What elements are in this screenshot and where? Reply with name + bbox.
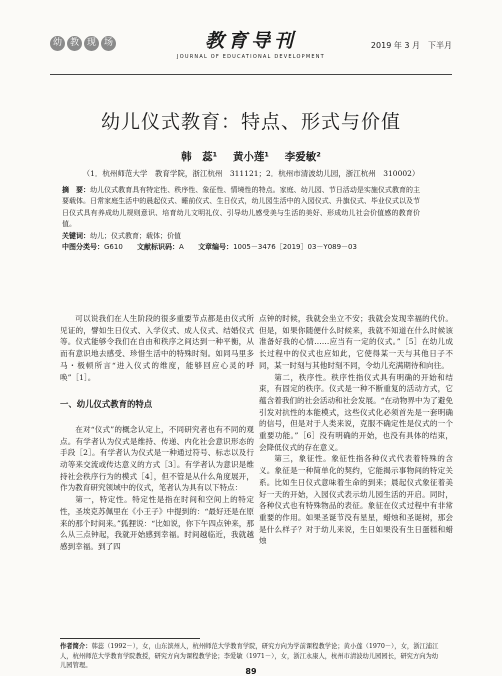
issue-date: 2019 年 3 月 下半月 bbox=[370, 41, 452, 50]
classification-line bbox=[62, 242, 420, 253]
body-paragraph: 点钟的时候，我就会坐立不安；我就会发现幸福的代价。但是，如果你随便什么时候来，我就不知道在什么时候该准备好我的心情……应当有一定的仪式。”［5］在幼儿成长过程中的仪式也应如此，它使得某一天与其他日子不同，某一时刻与其他时刻不同，令幼儿充满期待和向往。 bbox=[259, 314, 453, 370]
keywords bbox=[62, 231, 420, 242]
journal-name-cn: 教育导刊 bbox=[204, 30, 297, 52]
body-paragraph: 可以说我们在人生阶段的很多重要节点都是由仪式所见证的，譬如生日仪式、入学仪式、成人仪式、结婚仪式等。仪式能够令我们在自由和秩序之间达到一种平衡，从而有意识地去感受、珍惜生活中的特殊时刻。如同马里多马・极顿所言“进入仪式的维度，能够回应心灵的呼唤”［1］。 bbox=[60, 314, 254, 382]
article-no-label: 文章编号： bbox=[198, 243, 234, 252]
abstract-text: 幼儿仪式教育具有特定性、秩序性、象征性、情境性的特点。家庭、幼儿园、节日活动是实施仪式教育的主要载体。日常家庭生活中的晨起仪式、睡前仪式、生日仪式，幼儿园生活中的入园仪式、升旗仪式、毕业仪式以及节日仪式具有养成幼儿规则意识、培育幼儿文明礼仪、引导幼儿感受美与生活的美好、形成幼儿社会价值感的教育价值。 bbox=[62, 186, 421, 229]
page-number: 89 bbox=[245, 667, 257, 676]
keywords-text: 幼儿；仪式教育；载体；价值 bbox=[90, 231, 181, 240]
body-column-left bbox=[60, 313, 254, 553]
author-name: 黄小莲¹ bbox=[232, 151, 270, 163]
body-column-right bbox=[259, 313, 453, 547]
column-badge: 幼 bbox=[50, 36, 65, 51]
abstract-label: 摘 要： bbox=[62, 186, 91, 194]
footnote-text: 韩蕊（1992－），女，山东滨州人，杭州师范大学教育学院，研究方向为学前课程教学论；黄小莲（1970－），女，浙江浦江人，杭州师范大学教育学院教授，研究方向为课程教学论；李爱敏（1971－），女，浙江永康人，杭州市清波幼儿园园长，研究方向为幼儿园管理。 bbox=[60, 643, 439, 670]
body-paragraph: 第三，象征性。象征性指各种仪式代表着特殊的含义。象征是一种简单化的契约，它能揭示事物间的特定关系。比如生日仪式意味着生命的到来；晨起仪式象征着美好一天的开始，入园仪式表示幼儿园生活的开启。同时，各种仪式也有特殊物品的表征。象征在仪式过程中有非常重要的作用。如果圣诞节没有星星，蜡烛和圣诞树，那会是什么样子？对于幼儿来说，生日如果没有生日蛋糕和蜡烛 bbox=[259, 454, 453, 546]
author-name: 李爱敏² bbox=[284, 151, 321, 163]
author-list bbox=[0, 149, 502, 164]
author-affiliation: （1．杭州师范大学 教育学院，浙江杭州 311121；2．杭州市清波幼儿园，浙江杭州 310002） bbox=[82, 169, 420, 178]
column-badge: 教 bbox=[67, 36, 82, 51]
abstract-block bbox=[62, 185, 420, 253]
article-title: 幼儿仪式教育：特点、形式与价值 bbox=[100, 111, 401, 133]
page-header bbox=[50, 30, 452, 74]
body-paragraph: 第一，特定性。特定性是指在时间和空间上的特定性，圣埃克苏佩里在《小王子》中提到的：“最好还是在原来的那个时间来。”狐狸说：“比如说，你下午四点钟来，那么从三点钟起，我就开始感到幸福。时间越临近，我就越感到幸福。到了四 bbox=[60, 495, 254, 551]
article-no-value: 1005－3476［2019］03－Y089－03 bbox=[233, 243, 357, 252]
section-heading: 一、幼儿仪式教育的特点 bbox=[60, 399, 153, 410]
column-badge: 现 bbox=[84, 36, 99, 51]
clc-label: 中图分类号： bbox=[62, 243, 104, 252]
column-badge: 场 bbox=[101, 36, 116, 51]
keywords-label: 关键词： bbox=[62, 231, 90, 240]
body-paragraph: 第二，秩序性。秩序性指仪式具有明确的开始和结束，有固定的秩序。仪式是一种不断重复的活动方式，它蕴含着我们的社会活动和社会发展。“在动物界中为了避免引发对抗性的本能模式，这些仪式化必须首先是一套明确的信号，但是对于人类来说，克服不确定性是仪式的一个重要功能。”［6］没有明确的开始，也没有具体的结束，会降低仪式的存在意义。 bbox=[259, 372, 453, 452]
abstract bbox=[62, 185, 420, 231]
header-divider bbox=[50, 74, 452, 75]
body-paragraph: 在对“仪式”的概念认定上，不同研究者也有不同的观点。有学者认为仪式是维持、传递、内化社会意识形态的手段［2］。有学者认为仪式是一种通过符号、标志以及行动等来交流或传达意义的方式［3］。有学者认为意识是维持社会秩序行为的模式［4］，但不管是从什么角度展开，作为教育研究领域中的仪式，笔者认为具有以下特点： bbox=[60, 424, 254, 493]
footnote-divider bbox=[60, 638, 200, 639]
clc-value: G610 bbox=[104, 243, 123, 252]
footnote-label: 作者简介： bbox=[60, 643, 92, 650]
doc-code-value: A bbox=[179, 243, 184, 252]
journal-name-en: JOURNAL OF EDUCATIONAL DEVELOPMENT bbox=[177, 54, 325, 60]
doc-code-label: 文献标识码： bbox=[137, 243, 180, 252]
author-name: 韩 蕊¹ bbox=[181, 151, 218, 163]
